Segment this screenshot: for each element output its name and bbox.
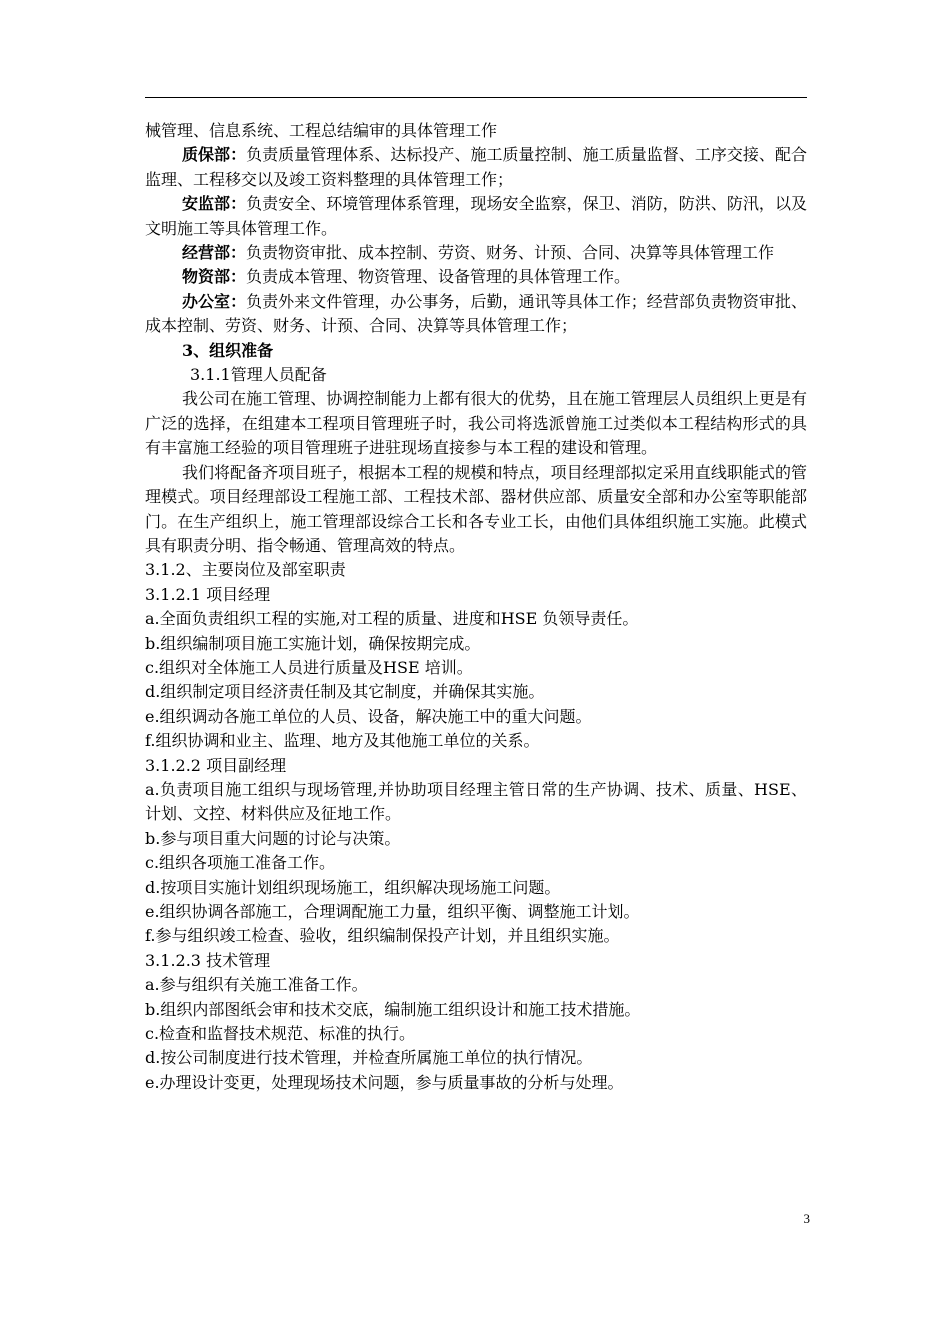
intro-line: 械管理、信息系统、工程总结编审的具体管理工作	[145, 121, 498, 140]
page-body	[145, 119, 807, 1095]
role-heading: 3.1.2.1 项目经理	[145, 584, 271, 604]
department-paragraph	[145, 143, 807, 192]
role-heading: 3.1.2.3 技术管理	[145, 950, 271, 970]
duty-item: c.组织各项施工准备工作。	[145, 853, 336, 873]
header-rule	[145, 97, 807, 98]
duty-item: a.参与组织有关施工准备工作。	[145, 975, 368, 995]
department-desc: 负责外来文件管理，办公事务，后勤，通讯等具体工作；经营部负责物资审批、成本控制、劳资、财务、计预、合同、决算等具体管理工作；	[145, 291, 807, 336]
subsection-heading: 3.1.1管理人员配备	[190, 365, 327, 385]
department-name: 安监部：	[182, 194, 247, 214]
duty-item: a.全面负责组织工程的实施,对工程的质量、进度和HSE 负领导责任。	[145, 609, 639, 629]
duty-item: f.参与组织竣工检查、验收，组织编制保投产计划，并且组织实施。	[145, 926, 620, 946]
department-desc: 负责安全、环境管理体系管理，现场安全监察，保卫、消防，防洪、防汛，以及文明施工等具体管理工作。	[145, 194, 807, 238]
department-paragraph	[145, 290, 807, 339]
duty-item: e.组织调动各施工单位的人员、设备，解决施工中的重大问题。	[145, 706, 592, 726]
body-paragraph: 我们将配备齐项目班子，根据本工程的规模和特点，项目经理部拟定采用直线职能式的管理模式。项目经理部设工程施工部、工程技术部、器材供应部、质量安全部和办公室等职能部门。在生产组织上，施工管理部设综合工长和各专业工长，由他们具体组织施工实施。此模式具有职责分明、指令畅通、管理高效的特点。	[145, 462, 807, 555]
department-desc: 负责物资审批、成本控制、劳资、财务、计预、合同、决算等具体管理工作	[246, 243, 775, 263]
department-paragraph	[145, 192, 807, 241]
duty-item: d.组织制定项目经济责任制及其它制度，并确保其实施。	[145, 682, 545, 702]
section-heading: 3、组织准备	[182, 340, 274, 360]
department-paragraph	[145, 265, 807, 289]
duty-item: d.按项目实施计划组织现场施工，组织解决现场施工问题。	[145, 877, 561, 897]
body-paragraph: 我公司在施工管理、协调控制能力上都有很大的优势，且在施工管理层人员组织上更是有广泛的选择，在组建本工程项目管理班子时，我公司将选派曾施工过类似本工程结构形式的具有丰富施工经验的项目管理班子进驻现场直接参与本工程的建设和管理。	[145, 389, 807, 458]
department-desc: 负责质量管理体系、达标投产、施工质量控制、施工质量监督、工序交接、配合监理、工程移交以及竣工资料整理的具体管理工作；	[145, 145, 807, 189]
duty-item: c.检查和监督技术规范、标准的执行。	[145, 1024, 416, 1044]
department-name: 办公室：	[182, 291, 247, 311]
department-name: 经营部：	[182, 243, 247, 263]
department-paragraph	[145, 241, 807, 265]
duty-item: d.按公司制度进行技术管理，并检查所属施工单位的执行情况。	[145, 1048, 593, 1068]
duty-item: b.组织内部图纸会审和技术交底，编制施工组织设计和施工技术措施。	[145, 999, 641, 1019]
duty-item: e.组织协调各部施工，合理调配施工力量，组织平衡、调整施工计划。	[145, 902, 640, 921]
duty-item: a.负责项目施工组织与现场管理,并协助项目经理主管日常的生产协调、技术、质量、HSE、计划、文控、材料供应及征地工作。	[145, 779, 807, 824]
duty-item: b.参与项目重大问题的讨论与决策。	[145, 828, 401, 848]
duty-item: f.组织协调和业主、监理、地方及其他施工单位的关系。	[145, 731, 540, 751]
page-number: 3	[803, 1211, 810, 1226]
duty-item: e.办理设计变更，处理现场技术问题，参与质量事故的分析与处理。	[145, 1072, 624, 1092]
duty-item: c.组织对全体施工人员进行质量及HSE 培训。	[145, 657, 473, 677]
duty-item: b.组织编制项目施工实施计划，确保按期完成。	[145, 633, 481, 653]
role-heading: 3.1.2.2 项目副经理	[145, 755, 287, 775]
duties-heading: 3.1.2、主要岗位及部室职责	[145, 560, 346, 580]
department-name: 质保部：	[182, 145, 247, 165]
department-name: 物资部：	[182, 267, 247, 287]
department-desc: 负责成本管理、物资管理、设备管理的具体管理工作。	[246, 267, 631, 287]
